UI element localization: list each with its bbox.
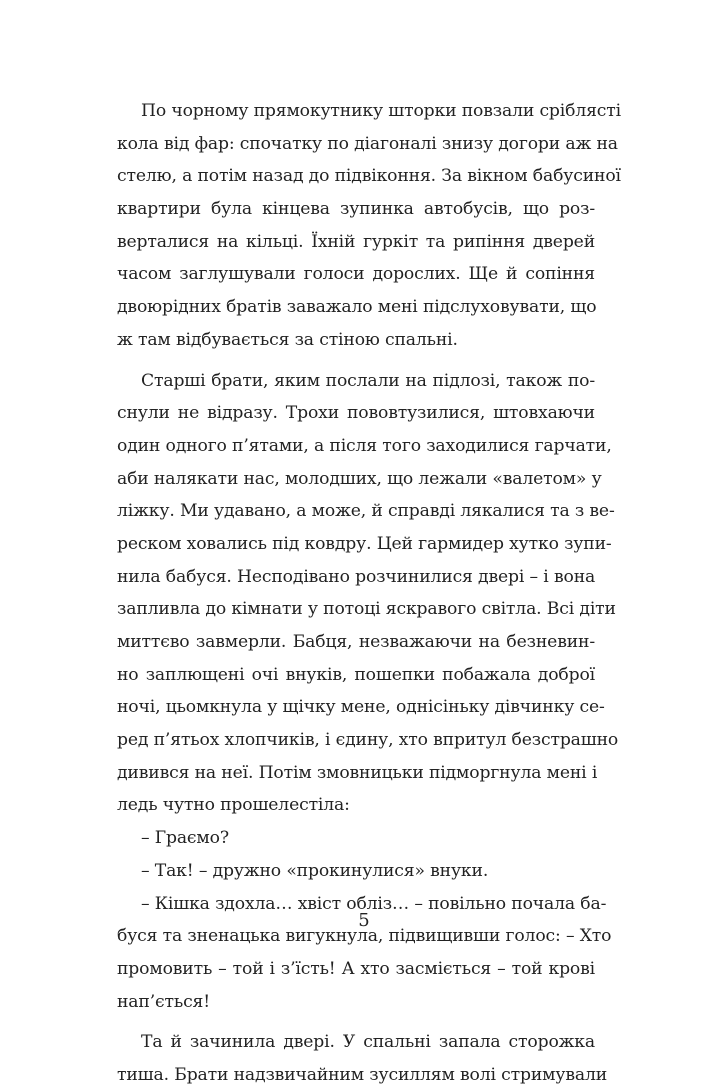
text-line: нап’ється! bbox=[117, 991, 210, 1012]
text-line: буся та зненацька вигукнула, підвищивши голос: – Хто bbox=[117, 926, 612, 947]
text-line: ред п’ятьох хлопчиків, і єдину, хто впритул безстрашно bbox=[117, 730, 619, 751]
text-line: Та й зачинила двері. У спальні запала сторожка bbox=[141, 1032, 595, 1053]
text-line: По чорному прямокутнику шторки повзали сріблясті bbox=[141, 101, 621, 121]
paragraph-gap bbox=[117, 1018, 595, 1026]
text-line: промовить – той і з’їсть! А хто засміється – той крові bbox=[117, 958, 595, 979]
text-line: верталися на кільці. Їхній гуркіт та рипіння дверей bbox=[117, 231, 595, 252]
dialogue-line-3 bbox=[117, 888, 612, 1019]
text-line: часом заглушували голоси дорослих. Ще й сопіння bbox=[117, 264, 595, 285]
text-line: квартири була кінцева зупинка автобусів, що роз- bbox=[117, 199, 595, 220]
text-line: стелю, а потім назад до підвіконня. За вікном бабусиної bbox=[117, 166, 621, 187]
text-line: дивився на неї. Потім змовницьки підморгнула мені і bbox=[117, 762, 598, 783]
text-line: ледь чутно прошелестіла: bbox=[117, 795, 350, 816]
text-line: один одного п’ятами, а після того заходилися гарчати, bbox=[117, 435, 612, 456]
text-line: двоюрідних братів заважало мені підслуховувати, що bbox=[117, 297, 597, 318]
text-line: аби налякати нас, молодших, що лежали «валетом» у bbox=[117, 468, 602, 489]
text-line: ліжку. Ми удавано, а може, й справді лякалися та з ве- bbox=[117, 501, 615, 522]
paragraph-closing bbox=[117, 1026, 608, 1091]
text-line: ночі, цьомкнула у щічку мене, однісіньку дівчинку се- bbox=[117, 697, 605, 718]
page-number: 5 bbox=[358, 910, 370, 931]
text-line: Старші брати, яким послали на підлозі, також по- bbox=[141, 370, 595, 391]
text-line: запливла до кімнати у потоці яскравого світла. Всі діти bbox=[117, 599, 616, 620]
text-line: кола від фар: спочатку по діагоналі знизу догори аж на bbox=[117, 133, 618, 154]
text-line: – Граємо? bbox=[141, 828, 229, 849]
text-line: ж там відбувається за стіною спальні. bbox=[117, 329, 458, 350]
text-line: тиша. Брати надзвичайним зусиллям волі стримували bbox=[117, 1064, 608, 1085]
text-line: нила бабуся. Несподівано розчинилися двері – і вона bbox=[117, 566, 596, 587]
text-line: – Так! – дружно «прокинулися» внуки. bbox=[141, 860, 489, 881]
text-line: – Кішка здохла… хвіст обліз… – повільно почала ба- bbox=[141, 893, 607, 914]
paragraph-1 bbox=[117, 95, 621, 357]
text-line: реском ховались під ковдру. Цей гармидер хутко зупи- bbox=[117, 533, 612, 554]
text-line: миттєво завмерли. Бабця, незважаючи на безневин- bbox=[117, 632, 595, 652]
text-line: но заплющені очі внуків, пошепки побажала доброї bbox=[117, 664, 595, 685]
paragraph-2 bbox=[117, 365, 619, 823]
page-body bbox=[117, 95, 621, 1092]
dialogue-line-1 bbox=[117, 822, 595, 855]
paragraph-gap bbox=[117, 357, 595, 365]
text-line: снули не відразу. Трохи пововтузилися, штовхаючи bbox=[117, 403, 595, 424]
dialogue-line-2 bbox=[117, 855, 595, 888]
